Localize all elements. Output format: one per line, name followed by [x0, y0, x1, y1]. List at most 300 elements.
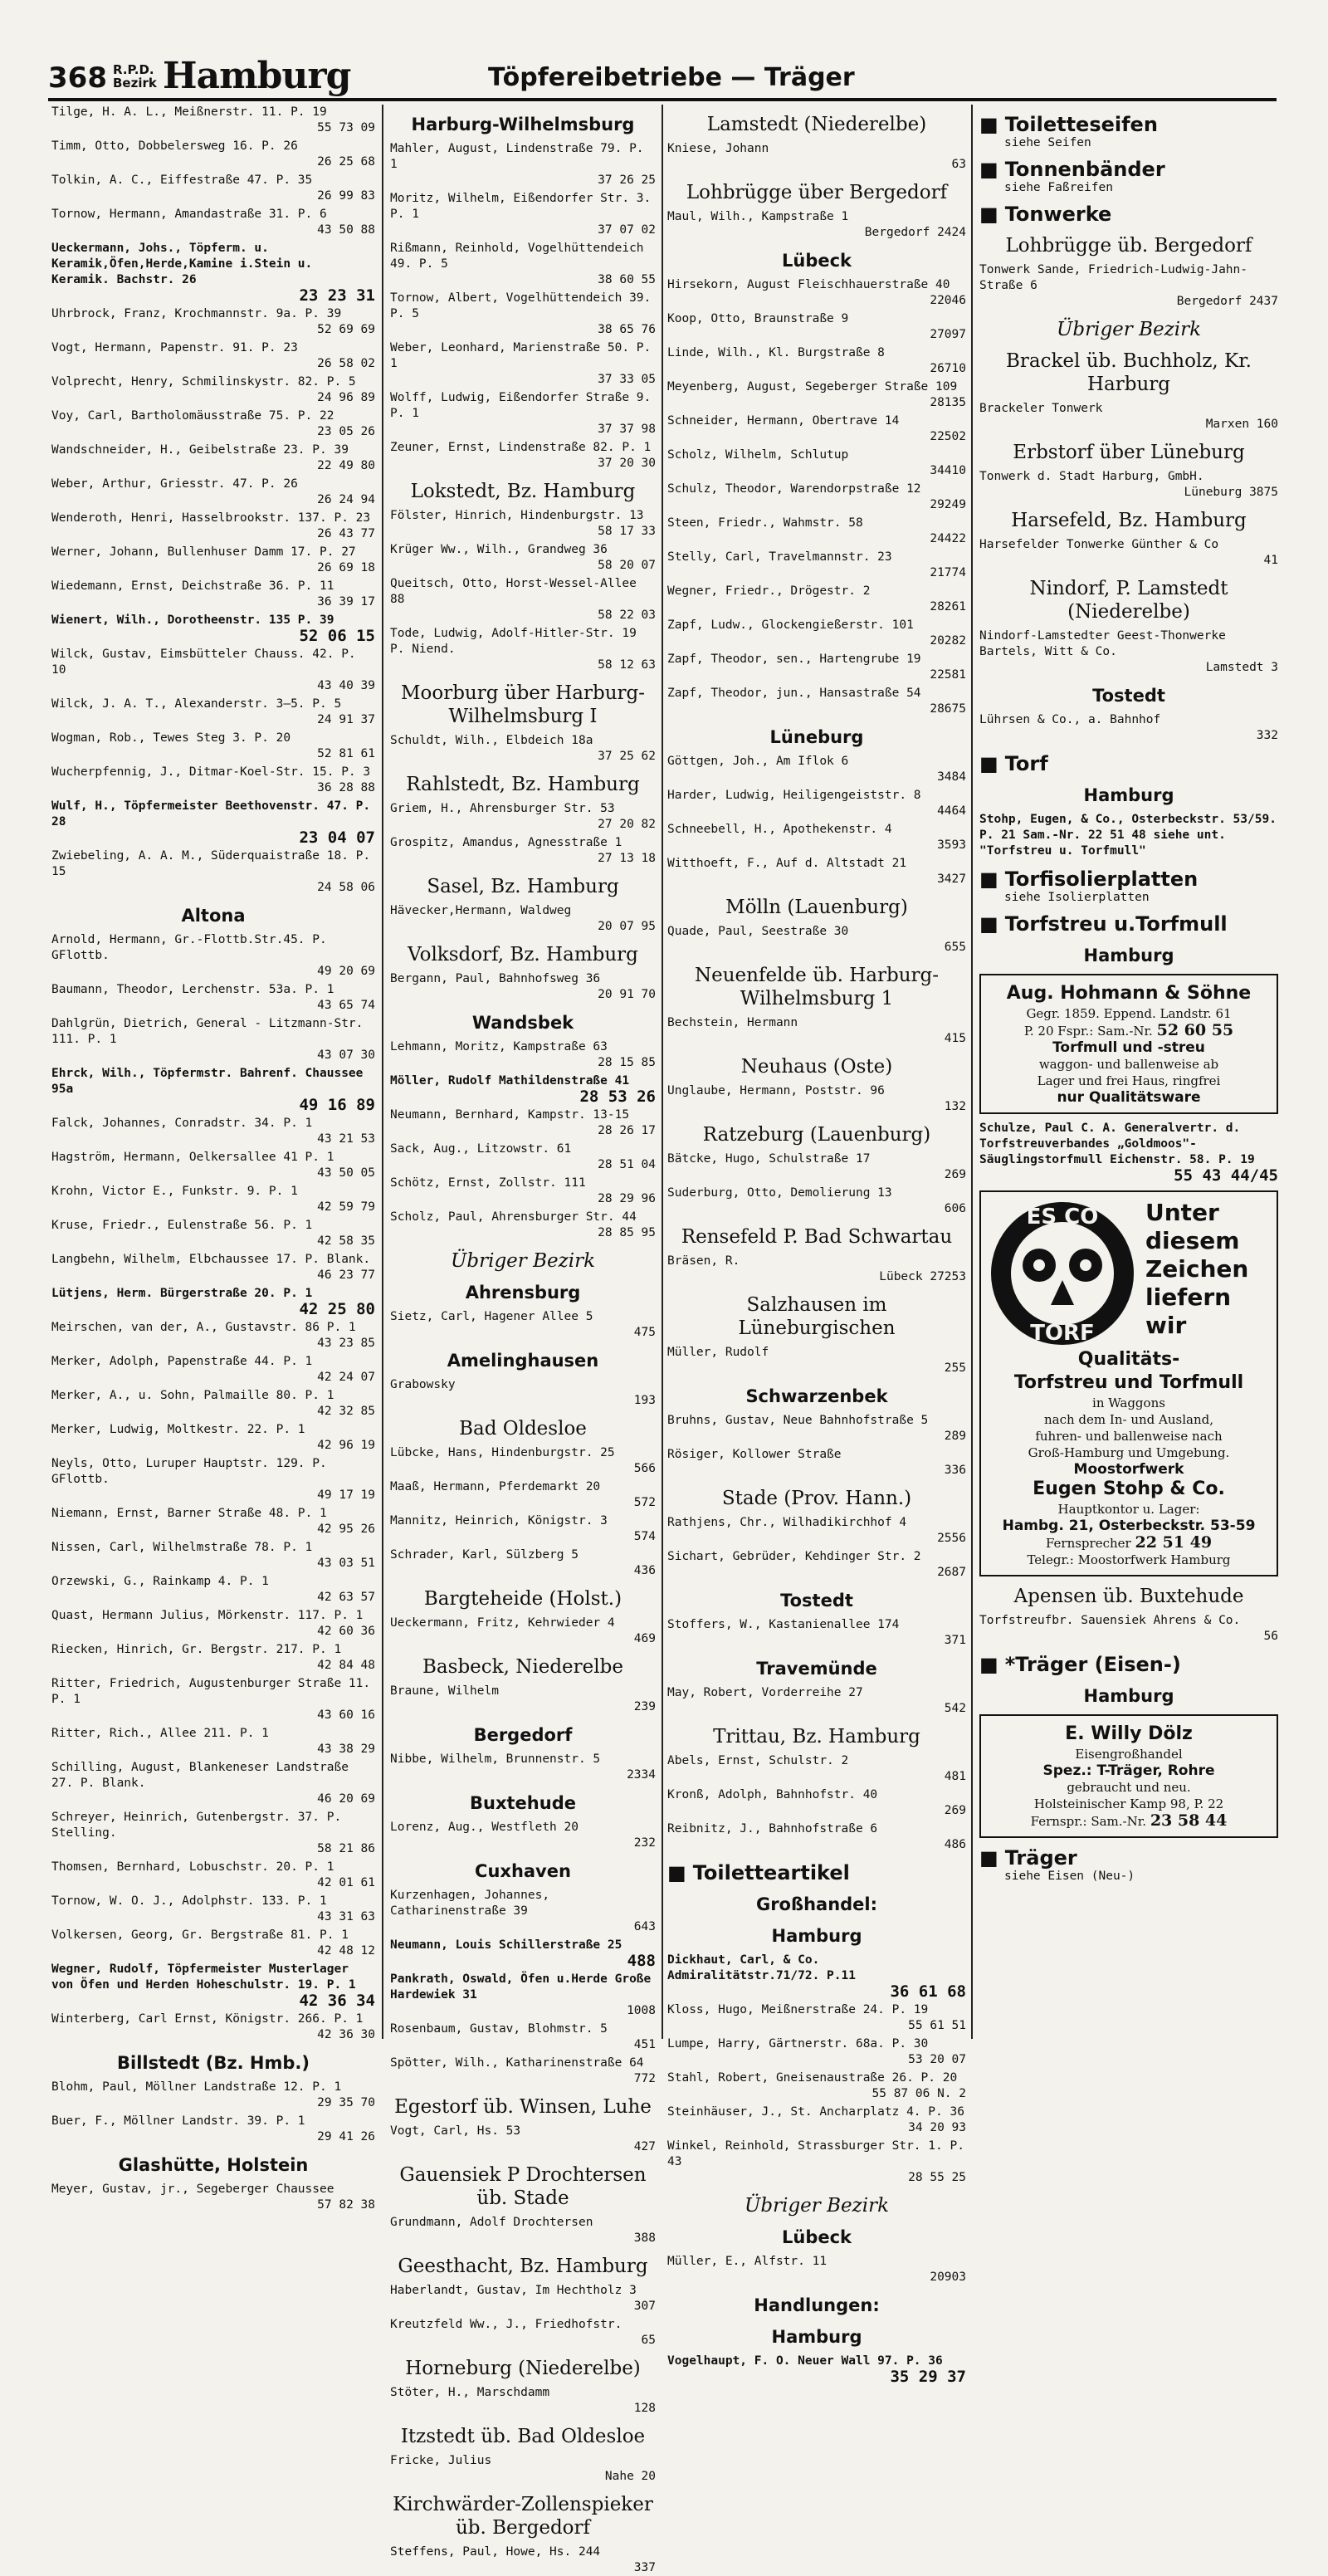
place-heading: Geesthacht, Bz. Hamburg	[398, 2256, 648, 2277]
listing-phone: 451	[633, 2038, 656, 2051]
listing-entry	[667, 277, 966, 309]
listing-phone: 606	[944, 1202, 966, 1215]
listing-phone: 22581	[930, 668, 966, 682]
place-heading: Billstedt (Bz. Hmb.)	[117, 2053, 310, 2073]
listing-entry	[51, 1354, 375, 1386]
listing-phone: 65	[641, 2334, 656, 2347]
listing-entry	[51, 1456, 375, 1503]
listing-name: Stöter, H., Marschdamm	[390, 2386, 550, 2399]
listing-name: Blohm, Paul, Möllner Landstraße 12. P. 1	[51, 2080, 342, 2094]
listing-name: Hävecker,Hermann, Waldweg	[390, 904, 572, 917]
listing-entry	[51, 1676, 375, 1723]
listing-entry	[667, 2139, 966, 2186]
listing-name: Wucherpfennig, J., Ditmar-Koel-Str. 15. P. 3	[51, 765, 371, 779]
listing-entry	[51, 982, 375, 1014]
listing-name: Grabowsky	[390, 1378, 456, 1391]
esco-slogan-line: diesem	[1145, 1227, 1240, 1254]
listing-name: Stahl, Robert, Gneisenaustraße 26. P. 20	[667, 2071, 958, 2085]
listing-entry	[51, 1016, 375, 1063]
listing-name: Kreutzfeld Ww., J., Friedhofstr.	[390, 2318, 622, 2331]
ad-esco	[979, 1190, 1278, 1576]
listing-entry	[390, 1107, 656, 1139]
place-heading: Glashütte, Holstein	[118, 2155, 309, 2175]
listing-name: Nibbe, Wilhelm, Brunnenstr. 5	[390, 1752, 601, 1766]
listing-name: Rösiger, Kollower Straße	[667, 1448, 842, 1461]
listing-entry	[51, 765, 375, 796]
esco-text4: Groß-Hamburg und Umgebung.	[1028, 1445, 1230, 1460]
place-heading: Übriger Bezirk	[450, 1250, 596, 1272]
listing-entry	[51, 1320, 375, 1352]
category-heading: ■ Torfstreu u.Torfmull	[979, 912, 1278, 936]
esco-text1: in Waggons	[1092, 1396, 1165, 1410]
column-2	[390, 105, 656, 2574]
listing-name: Scholz, Paul, Ahrensburger Str. 44	[390, 1210, 637, 1224]
listing-entry	[51, 1810, 375, 1857]
listing-entry	[667, 141, 966, 173]
listing-name: Schuldt, Wilh., Elbdeich 18a	[390, 734, 593, 747]
listing-phone: 43 60 16	[317, 1708, 375, 1722]
page-number: 368	[48, 61, 107, 95]
listing-phone: 24422	[930, 532, 966, 545]
listing-phone: 469	[633, 1632, 656, 1645]
listing-entry	[667, 413, 966, 445]
listing-phone: 43 21 53	[317, 1132, 375, 1146]
listing-phone: 566	[633, 1462, 656, 1475]
listing-name: Rathjens, Chr., Wilhadikirchhof 4	[667, 1516, 907, 1529]
listing-entry	[667, 2036, 966, 2068]
listing-phone: 35 29 37	[890, 2368, 966, 2386]
listing-phone: 42 25 80	[299, 1300, 375, 1318]
listing-phone: 52 06 15	[299, 627, 375, 645]
listing-phone: 49 20 69	[317, 965, 375, 978]
listing-phone: 58 22 03	[598, 609, 656, 622]
category-heading: ■ Toiletteartikel	[667, 1861, 966, 1884]
listing-phone: 2687	[937, 1566, 966, 1579]
listing-name: Tornow, W. O. J., Adolphstr. 133. P. 1	[51, 1894, 327, 1908]
listing-phone: 481	[944, 1770, 966, 1783]
listing-entry	[51, 697, 375, 728]
ad-hohmann-text1: waggon- und ballenweise ab	[1038, 1057, 1219, 1072]
cross-reference: siehe Eisen (Neu-)	[1004, 1870, 1135, 1883]
listing-phone: 20 91 70	[598, 988, 656, 1001]
listing-entry	[667, 1413, 966, 1444]
column-4	[979, 105, 1278, 2039]
place-heading: Buxtehude	[470, 1793, 576, 1813]
listing-entry	[51, 848, 375, 896]
ad-hohmann-text2: Lager und frei Haus, ringfrei	[1037, 1073, 1221, 1088]
ad-hohmann-name: Aug. Hohmann & Söhne	[1006, 983, 1252, 1004]
cross-reference: siehe Faßreifen	[1004, 181, 1113, 194]
listing-entry	[390, 1513, 656, 1545]
listing-name: Rosenbaum, Gustav, Blohmstr. 5	[390, 2022, 608, 2036]
listing-phone: 63	[951, 158, 966, 171]
place-heading: Horneburg (Niederelbe)	[405, 2358, 641, 2379]
place-heading: Harsefeld, Bz. Hamburg	[1011, 510, 1247, 531]
listing-entry	[390, 835, 656, 867]
place-heading: Lüneburg	[769, 727, 864, 747]
listing-phone: 28 29 96	[598, 1192, 656, 1205]
listing-name: Spötter, Wilh., Katharinenstraße 64	[390, 2056, 644, 2070]
place-heading: Wandsbek	[471, 1013, 574, 1033]
listing-entry	[667, 686, 966, 717]
listing-phone: 269	[944, 1168, 966, 1181]
listing-name: Krüger Ww., Wilh., Grandweg 36	[390, 543, 608, 556]
listing-name: Zwiebeling, A. A. M., Süderquaistraße 18. P. 15	[51, 849, 371, 878]
column-divider	[382, 105, 383, 2039]
listing-entry	[390, 1309, 656, 1341]
ad-hohmann-text3: nur Qualitätsware	[1057, 1089, 1201, 1106]
listing-name: Timm, Otto, Dobbelersweg 16. P. 26	[51, 139, 298, 153]
category-heading: ■ Toiletteseifen	[979, 113, 1278, 136]
listing-phone: 43 50 88	[317, 223, 375, 237]
listing-entry	[667, 1515, 966, 1547]
place-heading: Übriger Bezirk	[744, 2195, 890, 2217]
listing-name: Möller, Rudolf Mathildenstraße 41	[390, 1074, 630, 1088]
listing-name: Schötz, Ernst, Zollstr. 111	[390, 1176, 586, 1190]
esco-text2: nach dem In- und Ausland,	[1044, 1412, 1213, 1427]
place-heading: Basbeck, Niederelbe	[422, 1656, 623, 1678]
listing-entry	[51, 306, 375, 338]
listing-phone: 20 07 95	[598, 920, 656, 933]
listing-phone: 28 26 17	[598, 1124, 656, 1137]
place-heading: Neuhaus (Oste)	[740, 1056, 893, 1078]
listing-phone: 3593	[937, 838, 966, 852]
listing-entry	[390, 2385, 656, 2417]
listing-phone: 56	[1263, 1630, 1278, 1643]
listing-entry	[390, 141, 656, 188]
listing-entry	[51, 1286, 375, 1317]
page-header	[48, 55, 1277, 101]
listing-phone: 43 03 51	[317, 1557, 375, 1570]
listing-name: Fölster, Hinrich, Hindenburgstr. 13	[390, 509, 644, 522]
listing-entry	[390, 903, 656, 935]
listing-name: Torfstreufbr. Sauensiek Ahrens & Co.	[979, 1614, 1241, 1627]
listing-entry	[51, 1608, 375, 1640]
listing-name: Witthoeft, F., Auf d. Altstadt 21	[667, 857, 907, 870]
esco-text3: fuhren- und ballenweise nach	[1035, 1429, 1223, 1444]
listing-phone: 415	[944, 1032, 966, 1045]
listing-phone: 436	[633, 1564, 656, 1577]
listing-entry	[979, 262, 1278, 310]
place-heading: Brackel üb. Buchholz, Kr. Harburg	[1006, 350, 1252, 395]
listing-entry	[51, 374, 375, 406]
city-title: Hamburg	[163, 55, 351, 97]
listing-phone: 28 53 26	[579, 1088, 656, 1106]
listing-entry	[51, 105, 375, 136]
listing-name: Tolkin, A. C., Eiffestraße 47. P. 35	[51, 174, 313, 187]
listing-phone: 53 20 07	[908, 2053, 966, 2066]
place-heading: Travemünde	[756, 1659, 877, 1679]
listing-entry	[51, 1928, 375, 1959]
listing-entry	[51, 1574, 375, 1606]
listing-name: Weber, Arthur, Griesstr. 47. P. 26	[51, 477, 298, 491]
listing-name: Lütjens, Herm. Bürgerstraße 20. P. 1	[51, 1287, 313, 1300]
listing-entry	[979, 1121, 1278, 1184]
listing-phone: 26 58 02	[317, 357, 375, 370]
place-heading: Altona	[181, 906, 246, 926]
listing-entry	[390, 340, 656, 388]
listing-phone: 55 43 44/45	[1174, 1166, 1278, 1185]
ad-hohmann-tel: 52 60 55	[1156, 1021, 1234, 1039]
listing-name: Stelly, Carl, Travelmannstr. 23	[667, 550, 892, 564]
listing-phone: 28261	[930, 600, 966, 613]
listing-name: Ritter, Friedrich, Augustenburger Straße 11. P. 1	[51, 1677, 371, 1706]
listing-name: Hagström, Hermann, Oelkersallee 41 P. 1	[51, 1151, 334, 1164]
listing-phone: 2334	[627, 1768, 656, 1782]
listing-entry	[390, 241, 656, 288]
listing-entry	[667, 1753, 966, 1785]
listing-entry	[667, 1685, 966, 1717]
listing-phone: 21774	[930, 566, 966, 579]
listing-name: Lübcke, Hans, Hindenburgstr. 25	[390, 1446, 615, 1459]
listing-entry	[390, 1938, 656, 1969]
listing-name: Grospitz, Amandus, Agnesstraße 1	[390, 836, 622, 849]
listing-name: Sack, Aug., Litzowstr. 61	[390, 1142, 572, 1156]
listing-phone: 52 69 69	[317, 323, 375, 336]
listing-name: Wandschneider, H., Geibelstraße 23. P. 39	[51, 443, 349, 457]
listing-phone: 41	[1263, 554, 1278, 567]
listing-phone: 29249	[930, 498, 966, 511]
listing-entry	[667, 754, 966, 785]
esco-slogan-line: Zeichen	[1145, 1255, 1249, 1283]
place-heading: Stade (Prov. Hann.)	[721, 1488, 912, 1509]
listing-phone: 20903	[930, 2270, 966, 2284]
esco-company: Eugen Stohp & Co.	[1033, 1479, 1225, 1499]
listing-entry	[51, 2182, 375, 2213]
listing-name: Steen, Friedr., Wahmstr. 58	[667, 516, 863, 530]
listing-phone: 307	[633, 2300, 656, 2313]
listing-entry	[390, 1039, 656, 1071]
listing-entry	[51, 1388, 375, 1420]
listing-phone: 29 41 26	[317, 2130, 375, 2143]
listing-name: Kurzenhagen, Johannes, Catharinenstraße 39	[390, 1889, 550, 1918]
listing-entry	[667, 516, 966, 547]
place-heading: Ahrensburg	[465, 1283, 581, 1303]
listing-entry	[667, 822, 966, 853]
place-heading: Ratzeburg (Lauenburg)	[702, 1124, 931, 1146]
column-1	[51, 105, 375, 2212]
listing-name: Moritz, Wilhelm, Eißendorfer Str. 3. P. 1	[390, 192, 652, 221]
listing-phone: 27 20 82	[598, 818, 656, 831]
place-heading: Itzstedt üb. Bad Oldesloe	[400, 2426, 646, 2447]
listing-phone: 388	[633, 2231, 656, 2245]
listing-name: Wenderoth, Henri, Hasselbrookstr. 137. P. 23	[51, 511, 371, 525]
listing-entry	[667, 209, 966, 241]
listing-entry	[51, 1422, 375, 1454]
column-divider	[971, 105, 973, 2039]
listing-phone: 43 65 74	[317, 999, 375, 1012]
listing-entry	[51, 173, 375, 204]
listing-phone: 475	[633, 1326, 656, 1339]
listing-entry	[51, 1726, 375, 1757]
listing-phone: 269	[944, 1804, 966, 1817]
place-heading: Kirchwärder-Zollenspieker üb. Bergedorf	[393, 2494, 653, 2539]
listing-phone: 37 25 62	[598, 750, 656, 763]
listing-phone: 36 28 88	[317, 781, 375, 794]
listing-name: Lorenz, Aug., Westfleth 20	[390, 1821, 579, 1834]
category-heading: ■ Tonwerke	[979, 203, 1278, 226]
listing-phone: 46 20 69	[317, 1792, 375, 1806]
ad-doelz-line2: Spez.: T-Träger, Rohre	[1042, 1762, 1215, 1779]
listing-phone: 239	[633, 1700, 656, 1713]
listing-phone: 23 23 31	[299, 286, 375, 305]
listing-entry	[51, 207, 375, 238]
listing-name: Lührsen & Co., a. Bahnhof	[979, 713, 1161, 726]
listing-entry	[51, 1860, 375, 1891]
place-heading: Bad Oldesloe	[459, 1418, 587, 1440]
esco-slogan-line: liefern	[1145, 1283, 1232, 1311]
listing-entry	[667, 2254, 966, 2285]
listing-name: Unglaube, Hermann, Poststr. 96	[667, 1084, 885, 1097]
esco-slogan-line: wir	[1145, 1312, 1187, 1339]
listing-name: Lehmann, Moritz, Kampstraße 63	[390, 1040, 608, 1053]
listing-phone: Lübeck 27253	[879, 1270, 966, 1283]
listing-phone: 34 20 93	[908, 2121, 966, 2134]
listing-entry	[51, 1642, 375, 1674]
listing-entry	[667, 1015, 966, 1047]
listing-name: Sietz, Carl, Hagener Allee 5	[390, 1310, 593, 1323]
listing-entry	[667, 481, 966, 513]
listing-name: Mannitz, Heinrich, Königstr. 3	[390, 1514, 608, 1528]
listing-name: Kruse, Friedr., Eulenstraße 56. P. 1	[51, 1219, 313, 1232]
place-heading: Bergedorf	[473, 1725, 573, 1745]
listing-entry	[51, 340, 375, 372]
listing-entry	[667, 1953, 966, 2000]
esco-text5: Hauptkontor u. Lager:	[1057, 1502, 1200, 1517]
listing-phone: 28135	[930, 396, 966, 409]
listing-entry	[667, 1254, 966, 1285]
listing-entry	[390, 626, 656, 673]
listing-entry	[51, 1218, 375, 1249]
listing-name: May, Robert, Vorderreihe 27	[667, 1686, 863, 1699]
listing-name: Werner, Johann, Bullenhuser Damm 17. P. 27	[51, 545, 356, 559]
listing-name: Haberlandt, Gustav, Im Hechtholz 3	[390, 2284, 637, 2297]
listing-phone: 58 12 63	[598, 658, 656, 672]
listing-phone: 28 51 04	[598, 1158, 656, 1171]
listing-entry	[667, 311, 966, 343]
listing-phone: 4464	[937, 804, 966, 818]
listing-phone: 37 07 02	[598, 223, 656, 237]
esco-text7: Fernsprecher	[1045, 1536, 1131, 1551]
category-heading: ■ Torf	[979, 752, 1278, 775]
place-heading: Trittau, Bz. Hamburg	[713, 1726, 920, 1747]
place-heading: Erbstorf über Lüneburg	[1013, 442, 1245, 463]
listing-entry	[390, 1684, 656, 1715]
listing-phone: 193	[633, 1394, 656, 1407]
listing-name: Bräsen, R.	[667, 1254, 740, 1268]
listing-phone: 574	[633, 1530, 656, 1543]
listing-phone: 37 26 25	[598, 174, 656, 187]
listing-name: Fricke, Julius	[390, 2454, 492, 2467]
listing-name: Tornow, Hermann, Amandastraße 31. P. 6	[51, 208, 327, 221]
listing-phone: 542	[944, 1702, 966, 1715]
listing-entry	[390, 191, 656, 238]
listing-phone: 27097	[930, 328, 966, 341]
listing-phone: 49 16 89	[299, 1096, 375, 1114]
listing-phone: 42 48 12	[317, 1944, 375, 1958]
listing-name: Mahler, August, Lindenstraße 79. P. 1	[390, 142, 644, 171]
listing-phone: 42 58 35	[317, 1234, 375, 1248]
place-heading: Lamstedt (Niederelbe)	[706, 114, 927, 135]
listing-name: Stoffers, W., Kastanienallee 174	[667, 1618, 900, 1631]
listing-entry	[51, 1066, 375, 1113]
column-3	[667, 105, 966, 2386]
ad-doelz-line4: Holsteinischer Kamp 98, P. 22	[1033, 1796, 1224, 1811]
listing-phone: 55 87 06 N. 2	[872, 2087, 966, 2100]
listing-name: Ueckermann, Johs., Töpferm. u. Keramik,Öfen,Herde,Kamine i.Stein u. Keramik. Bachstr. 26	[51, 242, 313, 286]
listing-phone: 42 63 57	[317, 1591, 375, 1604]
listing-name: Wienert, Wilh., Dorotheenstr. 135 P. 39	[51, 613, 334, 627]
listing-phone: 42 24 07	[317, 1371, 375, 1384]
place-heading: Tostedt	[1092, 686, 1165, 706]
place-heading: Harburg-Wilhelmsburg	[411, 115, 635, 134]
listing-phone: 255	[944, 1361, 966, 1375]
listing-entry	[390, 1210, 656, 1241]
listing-entry	[667, 856, 966, 887]
listing-phone: 27 13 18	[598, 852, 656, 865]
listing-phone: 43 31 63	[317, 1910, 375, 1923]
listing-phone: 29 35 70	[317, 2096, 375, 2109]
listing-entry	[51, 442, 375, 474]
esco-company-sub: Moostorfwerk	[1073, 1461, 1184, 1478]
listing-phone: 22046	[930, 294, 966, 307]
listing-entry	[390, 1820, 656, 1851]
listing-name: Wolff, Ludwig, Eißendorfer Straße 9. P. 1	[390, 391, 652, 420]
listing-phone: 36 39 17	[317, 595, 375, 609]
listing-name: Göttgen, Joh., Am Iflok 6	[667, 755, 849, 768]
listing-phone: 26 43 77	[317, 527, 375, 540]
ad-doelz-tel: 23 58 44	[1150, 1811, 1228, 1830]
listing-entry	[390, 801, 656, 833]
listing-phone: 3427	[937, 873, 966, 886]
listing-entry	[51, 1962, 375, 2009]
listing-entry	[667, 345, 966, 377]
listing-name: Schneider, Hermann, Obertrave 14	[667, 414, 900, 428]
listing-phone: 57 82 38	[317, 2198, 375, 2212]
listing-phone: 42 95 26	[317, 1523, 375, 1536]
listing-entry	[390, 440, 656, 472]
listing-phone: 336	[944, 1464, 966, 1477]
listing-entry	[667, 2002, 966, 2034]
listing-phone: 3484	[937, 770, 966, 784]
listing-entry	[390, 1176, 656, 1207]
esco-logo-bottom: TORF	[1030, 1321, 1095, 1346]
listing-name: Meyer, Gustav, jr., Segeberger Chaussee	[51, 2183, 334, 2196]
listing-name: Neyls, Otto, Luruper Hauptstr. 129. P. GFlottb.	[51, 1457, 327, 1486]
listing-name: Riecken, Hinrich, Gr. Bergstr. 217. P. 1	[51, 1643, 342, 1656]
cross-reference: siehe Isolierplatten	[1004, 891, 1150, 904]
listing-entry	[390, 2544, 656, 2576]
listing-entry	[667, 447, 966, 479]
ad-doelz-line5: Fernspr.: Sam.-Nr.	[1030, 1814, 1147, 1829]
listing-name: Dickhaut, Carl, & Co. Admiralitätstr.71/72. P.11	[667, 1953, 856, 1982]
listing-phone: 28675	[930, 702, 966, 716]
listing-phone: Lamstedt 3	[1205, 661, 1278, 674]
listing-name: Tode, Ludwig, Adolf-Hitler-Str. 19 P. Niend.	[390, 627, 637, 656]
listing-entry	[979, 1613, 1278, 1645]
listing-entry	[390, 1547, 656, 1579]
place-heading: Hamburg	[771, 1926, 862, 1946]
listing-name: Bruhns, Gustav, Neue Bahnhofstraße 5	[667, 1414, 929, 1427]
listing-entry	[51, 799, 375, 846]
listing-name: Arnold, Hermann, Gr.-Flottb.Str.45. P. GFlottb.	[51, 933, 327, 962]
listing-name: Tonwerk Sande, Friedrich-Ludwig-Jahn-Straße 6	[979, 263, 1248, 292]
listing-entry	[390, 390, 656, 437]
listing-name: Quast, Hermann Julius, Mörkenstr. 117. P. 1	[51, 1609, 364, 1622]
listing-phone: 46 23 77	[317, 1268, 375, 1282]
place-heading: Salzhausen im Lüneburgischen	[738, 1294, 896, 1339]
listing-entry	[390, 1073, 656, 1105]
